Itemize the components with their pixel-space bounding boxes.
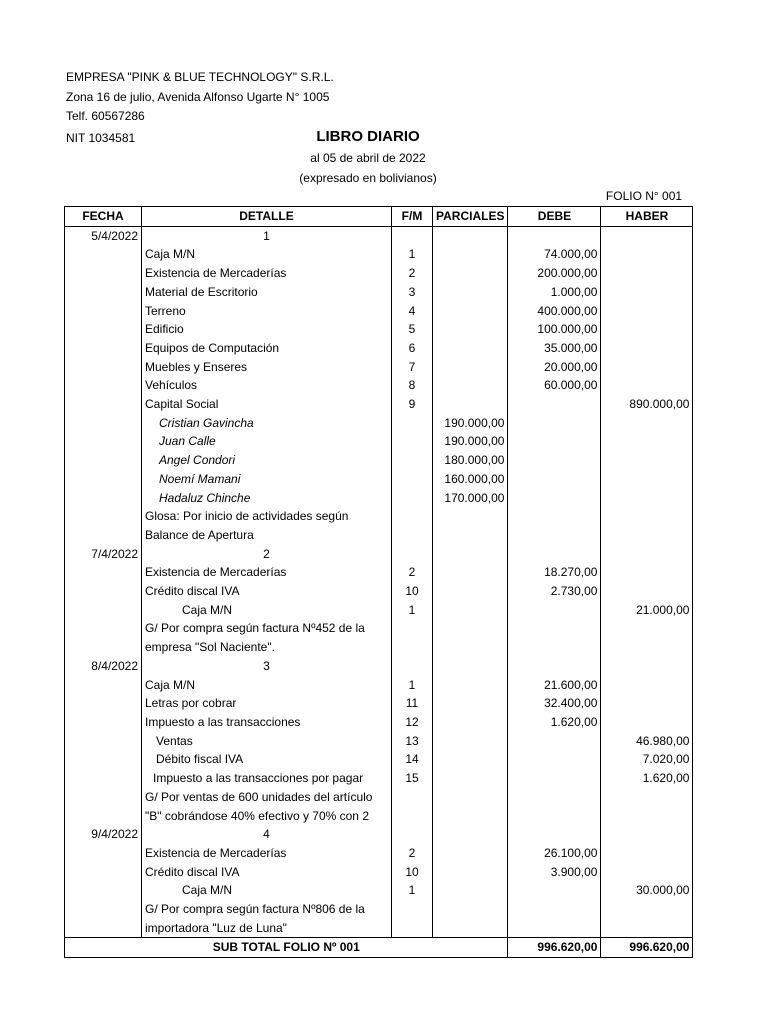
cell-parciales — [433, 863, 508, 882]
cell-parciales — [433, 563, 508, 582]
cell-haber — [601, 414, 693, 433]
cell-debe — [508, 657, 601, 676]
cell-parciales: 190.000,00 — [433, 432, 508, 451]
cell-fecha — [65, 676, 142, 695]
cell-detalle: Terreno — [142, 302, 392, 321]
cell-debe: 32.400,00 — [508, 694, 601, 713]
cell-debe — [508, 750, 601, 769]
cell-fm — [392, 489, 433, 508]
cell-haber — [601, 619, 693, 638]
cell-haber — [601, 713, 693, 732]
cell-fm — [392, 619, 433, 638]
cell-fecha — [65, 638, 142, 657]
cell-debe — [508, 881, 601, 900]
journal-entries — [65, 226, 693, 938]
cell-parciales — [433, 395, 508, 414]
cell-debe — [508, 432, 601, 451]
cell-fm: 14 — [392, 750, 433, 769]
company-name: EMPRESA "PINK & BLUE TECHNOLOGY" S.R.L. — [66, 70, 334, 84]
table-row — [65, 844, 693, 863]
cell-detalle: Caja M/N — [142, 245, 392, 264]
cell-parciales — [433, 320, 508, 339]
cell-haber — [601, 638, 693, 657]
cell-debe — [508, 470, 601, 489]
cell-debe: 200.000,00 — [508, 264, 601, 283]
table-row — [65, 432, 693, 451]
cell-debe — [508, 414, 601, 433]
cell-parciales — [433, 526, 508, 545]
cell-detalle: 2 — [142, 545, 392, 564]
table-row — [65, 788, 693, 807]
table-header-row — [65, 207, 693, 227]
cell-haber — [601, 807, 693, 826]
cell-fecha — [65, 881, 142, 900]
table-row — [65, 526, 693, 545]
cell-detalle: Capital Social — [142, 395, 392, 414]
cell-fecha — [65, 451, 142, 470]
cell-fecha — [65, 414, 142, 433]
cell-fm — [392, 226, 433, 245]
cell-haber — [601, 545, 693, 564]
cell-fecha — [65, 713, 142, 732]
cell-detalle: 1 — [142, 226, 392, 245]
cell-haber — [601, 844, 693, 863]
table-row — [65, 676, 693, 695]
cell-fecha — [65, 526, 142, 545]
cell-haber — [601, 825, 693, 844]
company-nit: NIT 1034581 — [66, 131, 136, 145]
cell-haber — [601, 657, 693, 676]
cell-fm — [392, 638, 433, 657]
cell-haber — [601, 582, 693, 601]
cell-debe — [508, 489, 601, 508]
cell-detalle: Hadaluz Chinche — [142, 489, 392, 508]
cell-fecha — [65, 432, 142, 451]
cell-haber — [601, 432, 693, 451]
table-row — [65, 881, 693, 900]
cell-parciales — [433, 919, 508, 938]
cell-detalle: Crédito discal IVA — [142, 582, 392, 601]
cell-detalle: 3 — [142, 657, 392, 676]
cell-parciales — [433, 264, 508, 283]
cell-parciales — [433, 619, 508, 638]
cell-detalle: Existencia de Mercaderías — [142, 844, 392, 863]
table-row — [65, 900, 693, 919]
column-header-haber: HABER — [601, 207, 693, 227]
cell-fecha — [65, 507, 142, 526]
cell-detalle: empresa "Sol Naciente". — [142, 638, 392, 657]
cell-parciales — [433, 807, 508, 826]
cell-haber — [601, 302, 693, 321]
cell-fecha: 5/4/2022 — [65, 226, 142, 245]
cell-haber — [601, 245, 693, 264]
cell-haber — [601, 451, 693, 470]
cell-fecha — [65, 563, 142, 582]
cell-haber — [601, 788, 693, 807]
cell-debe: 1.620,00 — [508, 713, 601, 732]
cell-fm: 2 — [392, 563, 433, 582]
cell-haber — [601, 358, 693, 377]
cell-parciales: 170.000,00 — [433, 489, 508, 508]
cell-parciales — [433, 769, 508, 788]
table-row — [65, 226, 693, 245]
cell-parciales — [433, 376, 508, 395]
cell-debe: 100.000,00 — [508, 320, 601, 339]
cell-detalle: Impuesto a las transacciones — [142, 713, 392, 732]
cell-detalle: Débito fiscal IVA — [142, 750, 392, 769]
cell-detalle: Crédito discal IVA — [142, 863, 392, 882]
cell-fecha — [65, 582, 142, 601]
cell-fecha — [65, 264, 142, 283]
cell-debe — [508, 638, 601, 657]
cell-parciales — [433, 676, 508, 695]
cell-detalle: Edificio — [142, 320, 392, 339]
cell-haber — [601, 376, 693, 395]
cell-debe: 2.730,00 — [508, 582, 601, 601]
cell-detalle: Juan Calle — [142, 432, 392, 451]
cell-detalle: 4 — [142, 825, 392, 844]
cell-parciales: 180.000,00 — [433, 451, 508, 470]
cell-haber: 890.000,00 — [601, 395, 693, 414]
cell-parciales — [433, 713, 508, 732]
cell-debe: 74.000,00 — [508, 245, 601, 264]
cell-debe: 20.000,00 — [508, 358, 601, 377]
cell-detalle: G/ Por ventas de 600 unidades del artículo — [142, 788, 392, 807]
cell-haber: 7.020,00 — [601, 750, 693, 769]
cell-fm: 10 — [392, 582, 433, 601]
cell-fecha — [65, 320, 142, 339]
cell-debe — [508, 451, 601, 470]
table-row — [65, 245, 693, 264]
cell-parciales: 160.000,00 — [433, 470, 508, 489]
table-row — [65, 919, 693, 938]
cell-fecha — [65, 732, 142, 751]
cell-fecha — [65, 302, 142, 321]
cell-haber: 21.000,00 — [601, 601, 693, 620]
cell-detalle: Existencia de Mercaderías — [142, 563, 392, 582]
table-row — [65, 563, 693, 582]
report-title: LIBRO DIARIO — [316, 128, 420, 145]
cell-fm: 1 — [392, 245, 433, 264]
table-row — [65, 283, 693, 302]
cell-parciales — [433, 844, 508, 863]
cell-fm: 1 — [392, 601, 433, 620]
cell-debe — [508, 226, 601, 245]
cell-parciales — [433, 900, 508, 919]
table-row — [65, 545, 693, 564]
cell-parciales — [433, 694, 508, 713]
cell-detalle: Muebles y Enseres — [142, 358, 392, 377]
cell-fm — [392, 657, 433, 676]
cell-fecha — [65, 769, 142, 788]
cell-haber — [601, 320, 693, 339]
cell-detalle: Letras por cobrar — [142, 694, 392, 713]
cell-haber — [601, 526, 693, 545]
cell-parciales — [433, 732, 508, 751]
cell-debe: 60.000,00 — [508, 376, 601, 395]
table-row — [65, 582, 693, 601]
cell-parciales — [433, 601, 508, 620]
cell-detalle: Caja M/N — [142, 676, 392, 695]
cell-debe — [508, 526, 601, 545]
cell-debe — [508, 619, 601, 638]
cell-fm — [392, 545, 433, 564]
cell-debe — [508, 732, 601, 751]
cell-fm: 9 — [392, 395, 433, 414]
table-row — [65, 264, 693, 283]
cell-fm: 2 — [392, 844, 433, 863]
cell-fecha — [65, 919, 142, 938]
cell-fecha: 9/4/2022 — [65, 825, 142, 844]
cell-parciales — [433, 582, 508, 601]
cell-fecha — [65, 601, 142, 620]
subtotal-row — [65, 938, 693, 958]
cell-fm: 4 — [392, 302, 433, 321]
cell-parciales — [433, 283, 508, 302]
cell-haber — [601, 507, 693, 526]
column-header-debe: DEBE — [508, 207, 601, 227]
journal-table — [64, 206, 693, 958]
cell-debe: 35.000,00 — [508, 339, 601, 358]
table-row — [65, 507, 693, 526]
cell-fecha — [65, 395, 142, 414]
cell-debe — [508, 825, 601, 844]
cell-debe — [508, 395, 601, 414]
folio-number: FOLIO N° 001 — [605, 189, 683, 203]
table-row — [65, 470, 693, 489]
cell-haber — [601, 863, 693, 882]
cell-parciales — [433, 358, 508, 377]
cell-fecha — [65, 376, 142, 395]
cell-parciales — [433, 226, 508, 245]
cell-detalle: Angel Condori — [142, 451, 392, 470]
table-row — [65, 358, 693, 377]
cell-detalle: Caja M/N — [142, 881, 392, 900]
cell-fm: 7 — [392, 358, 433, 377]
cell-fm: 11 — [392, 694, 433, 713]
cell-debe: 26.100,00 — [508, 844, 601, 863]
cell-fm: 1 — [392, 881, 433, 900]
cell-fm: 5 — [392, 320, 433, 339]
cell-debe — [508, 545, 601, 564]
cell-fecha: 7/4/2022 — [65, 545, 142, 564]
cell-parciales — [433, 507, 508, 526]
subtotal-label: SUB TOTAL FOLIO Nº 001 — [65, 938, 508, 958]
cell-debe: 1.000,00 — [508, 283, 601, 302]
table-row — [65, 750, 693, 769]
cell-fm — [392, 807, 433, 826]
cell-fecha — [65, 844, 142, 863]
cell-fecha — [65, 489, 142, 508]
table-row — [65, 320, 693, 339]
cell-fecha — [65, 245, 142, 264]
cell-fecha — [65, 750, 142, 769]
cell-haber — [601, 283, 693, 302]
cell-detalle: Vehículos — [142, 376, 392, 395]
cell-debe: 21.600,00 — [508, 676, 601, 695]
table-row — [65, 769, 693, 788]
cell-detalle: Balance de Apertura — [142, 526, 392, 545]
cell-detalle: G/ Por compra según factura Nº806 de la — [142, 900, 392, 919]
cell-detalle: Material de Escritorio — [142, 283, 392, 302]
table-row — [65, 657, 693, 676]
cell-fm: 12 — [392, 713, 433, 732]
cell-haber — [601, 489, 693, 508]
cell-debe: 400.000,00 — [508, 302, 601, 321]
cell-fecha — [65, 900, 142, 919]
table-row — [65, 451, 693, 470]
cell-detalle: "B" cobrándose 40% efectivo y 70% con 2 — [142, 807, 392, 826]
cell-parciales: 190.000,00 — [433, 414, 508, 433]
cell-detalle: Equipos de Computación — [142, 339, 392, 358]
cell-parciales — [433, 750, 508, 769]
cell-fecha — [65, 807, 142, 826]
cell-fm — [392, 526, 433, 545]
cell-debe — [508, 807, 601, 826]
cell-fm: 15 — [392, 769, 433, 788]
cell-fm — [392, 507, 433, 526]
table-row — [65, 376, 693, 395]
table-row — [65, 302, 693, 321]
cell-parciales — [433, 638, 508, 657]
cell-fm — [392, 900, 433, 919]
cell-fecha: 8/4/2022 — [65, 657, 142, 676]
cell-debe — [508, 601, 601, 620]
cell-fm — [392, 451, 433, 470]
table-row — [65, 863, 693, 882]
cell-debe — [508, 788, 601, 807]
cell-haber — [601, 563, 693, 582]
cell-haber — [601, 339, 693, 358]
cell-parciales — [433, 881, 508, 900]
table-row — [65, 713, 693, 732]
cell-debe — [508, 507, 601, 526]
cell-parciales — [433, 825, 508, 844]
cell-fecha — [65, 339, 142, 358]
report-date: al 05 de abril de 2022 — [310, 151, 426, 165]
cell-haber — [601, 900, 693, 919]
table-row — [65, 694, 693, 713]
table-row — [65, 339, 693, 358]
cell-haber — [601, 919, 693, 938]
cell-fm: 13 — [392, 732, 433, 751]
cell-debe — [508, 769, 601, 788]
cell-fm — [392, 470, 433, 489]
cell-parciales — [433, 302, 508, 321]
table-row — [65, 395, 693, 414]
cell-haber: 30.000,00 — [601, 881, 693, 900]
cell-haber — [601, 694, 693, 713]
cell-fm — [392, 919, 433, 938]
cell-detalle: Caja M/N — [142, 601, 392, 620]
cell-fm: 2 — [392, 264, 433, 283]
cell-detalle: Ventas — [142, 732, 392, 751]
report-currency-note: (expresado en bolivianos) — [299, 171, 437, 185]
cell-fm — [392, 788, 433, 807]
cell-debe — [508, 919, 601, 938]
cell-fm: 6 — [392, 339, 433, 358]
cell-parciales — [433, 657, 508, 676]
company-phone: Telf. 60567286 — [66, 109, 145, 123]
cell-fm: 3 — [392, 283, 433, 302]
cell-detalle: Cristian Gavincha — [142, 414, 392, 433]
cell-fm — [392, 825, 433, 844]
cell-haber — [601, 676, 693, 695]
cell-fecha — [65, 283, 142, 302]
cell-fecha — [65, 863, 142, 882]
cell-parciales — [433, 788, 508, 807]
cell-fm: 8 — [392, 376, 433, 395]
table-row — [65, 414, 693, 433]
cell-fm: 10 — [392, 863, 433, 882]
cell-debe: 3.900,00 — [508, 863, 601, 882]
cell-fm — [392, 432, 433, 451]
cell-debe — [508, 900, 601, 919]
cell-fecha — [65, 358, 142, 377]
cell-haber — [601, 470, 693, 489]
cell-fecha — [65, 619, 142, 638]
cell-parciales — [433, 545, 508, 564]
cell-parciales — [433, 339, 508, 358]
cell-detalle: Glosa: Por inicio de actividades según — [142, 507, 392, 526]
cell-fm: 1 — [392, 676, 433, 695]
cell-haber: 1.620,00 — [601, 769, 693, 788]
cell-detalle: G/ Por compra según factura Nº452 de la — [142, 619, 392, 638]
column-header-fm: F/M — [392, 207, 433, 227]
company-address: Zona 16 de julio, Avenida Alfonso Ugarte N° 1005 — [66, 90, 330, 104]
table-row — [65, 601, 693, 620]
cell-detalle: importadora "Luz de Luna" — [142, 919, 392, 938]
table-row — [65, 732, 693, 751]
cell-parciales — [433, 245, 508, 264]
table-row — [65, 807, 693, 826]
subtotal-debe: 996.620,00 — [508, 938, 601, 958]
cell-fecha — [65, 470, 142, 489]
table-row — [65, 638, 693, 657]
cell-haber — [601, 226, 693, 245]
cell-haber — [601, 264, 693, 283]
subtotal-haber: 996.620,00 — [601, 938, 693, 958]
table-row — [65, 489, 693, 508]
table-row — [65, 619, 693, 638]
cell-detalle: Impuesto a las transacciones por pagar — [142, 769, 392, 788]
cell-fecha — [65, 788, 142, 807]
column-header-detalle: DETALLE — [142, 207, 392, 227]
cell-debe: 18.270,00 — [508, 563, 601, 582]
cell-detalle: Noemí Mamani — [142, 470, 392, 489]
column-header-fecha: FECHA — [65, 207, 142, 227]
cell-detalle: Existencia de Mercaderías — [142, 264, 392, 283]
cell-haber: 46.980,00 — [601, 732, 693, 751]
table-row — [65, 825, 693, 844]
column-header-parciales: PARCIALES — [433, 207, 508, 227]
cell-fm — [392, 414, 433, 433]
cell-fecha — [65, 694, 142, 713]
